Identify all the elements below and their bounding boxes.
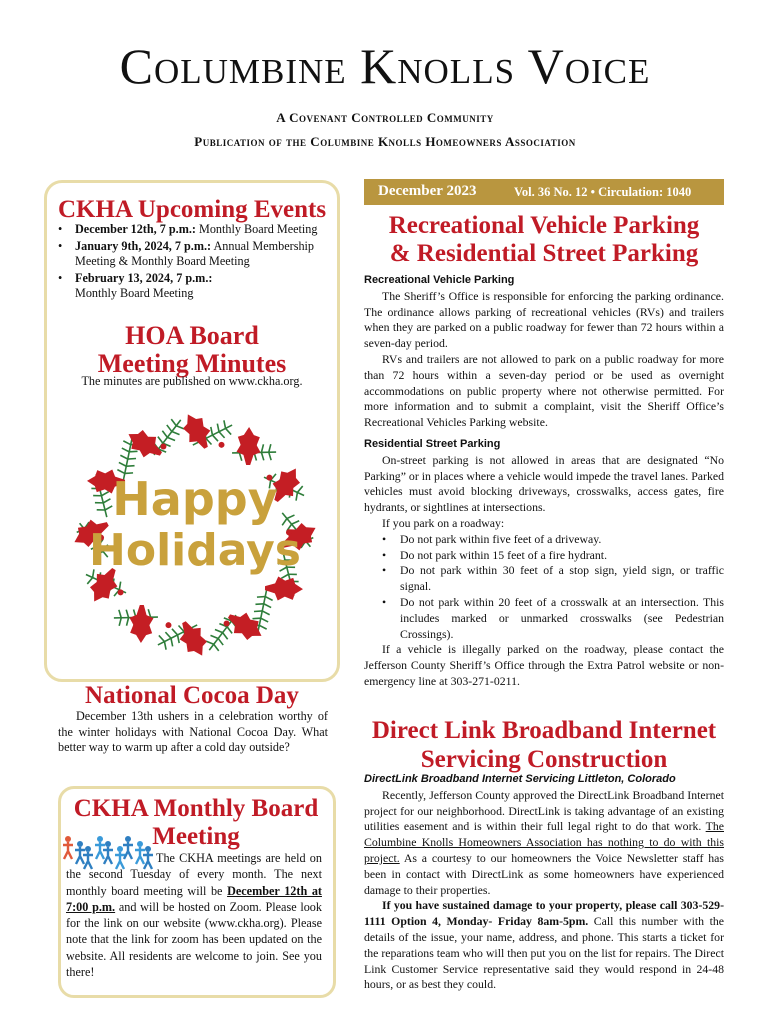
- rv-parking-heading: Recreational Vehicle Parking & Residential Street Parking: [388, 212, 700, 267]
- board-meeting-heading: CKHA Monthly Board Meeting: [73, 795, 319, 850]
- list-item: • Do not park within five feet of a driveway.: [400, 532, 724, 548]
- issue-date: December 2023: [378, 183, 477, 199]
- holly-berry: [160, 443, 166, 449]
- pine-needle: [217, 424, 219, 432]
- pine-needle: [269, 444, 271, 452]
- pine-needle: [120, 455, 127, 459]
- directlink-article: [364, 772, 724, 993]
- street-paragraph: If you park on a roadway:: [382, 515, 505, 530]
- person-head: [65, 836, 71, 842]
- rv-parking-article: [364, 273, 724, 690]
- pine-needle: [101, 492, 108, 496]
- holly-berry: [118, 589, 124, 595]
- pine-needle: [127, 618, 129, 626]
- pine-needle: [215, 630, 223, 633]
- pine-needle: [212, 435, 218, 441]
- directlink-subheading: DirectLink Broadband Internet Servicing Littleton, Colorado: [364, 773, 676, 785]
- pine-needle: [123, 441, 130, 445]
- pine-needle: [269, 452, 271, 460]
- pine-needle: [292, 521, 300, 524]
- person-head: [77, 841, 83, 847]
- pine-needle: [224, 420, 226, 428]
- holly-berry: [224, 621, 230, 627]
- pine-needle: [254, 611, 262, 612]
- event-item: • February 13, 2024, 7 p.m.: Monthly Board Meeting: [56, 271, 336, 302]
- wreath-text-happy: Happy: [112, 472, 278, 526]
- pine-needle: [226, 428, 232, 434]
- pine-needle: [261, 618, 268, 622]
- pine-needle: [227, 627, 232, 634]
- holly-berry: [219, 442, 225, 448]
- holly-berry: [270, 585, 276, 591]
- holly-leaf: [129, 605, 154, 644]
- pine-needle: [159, 635, 165, 641]
- pine-needle: [210, 635, 218, 638]
- holly-leaf: [177, 409, 216, 454]
- pine-needle: [126, 466, 134, 467]
- pine-needle: [264, 604, 271, 608]
- pine-needle: [165, 632, 171, 638]
- pine-needle: [167, 437, 175, 440]
- newsletter-publisher: Publication of the Columbine Knolls Homeowners Association: [194, 134, 576, 149]
- pine-needle: [172, 629, 178, 635]
- pine-needle: [257, 597, 265, 598]
- pine-needle: [171, 638, 173, 646]
- pine-needle: [164, 642, 166, 650]
- event-item: • December 12th, 7 p.m.: Monthly Board Meeting: [56, 222, 336, 238]
- pine-needle: [158, 437, 163, 444]
- person-head: [97, 836, 103, 842]
- pine-needle: [119, 618, 121, 626]
- events-heading: CKHA Upcoming Events: [58, 196, 327, 223]
- person-head: [125, 836, 131, 842]
- pine-needle: [297, 486, 302, 492]
- directlink-paragraph: If you have sustained damage to your property, please call 303-529-1111 Option 4, Monday- Friday 8am-5pm. Call this number with the details of the issue, your name, address, and phone. This starts a ticket for the reparations team who will then put you on the list for repairs. The Direct Link Customer Service representative said they would respond in 24-48 hours, or as best they could.: [364, 898, 724, 992]
- pine-needle: [103, 499, 110, 503]
- pine-needle: [172, 432, 180, 435]
- pine-needle: [206, 641, 214, 644]
- pine-needle: [128, 459, 136, 460]
- pine-needle: [239, 453, 241, 461]
- pine-needle: [219, 432, 225, 438]
- pine-needle: [129, 451, 137, 452]
- newsletter-title: Columbine Knolls Voice: [119, 38, 651, 94]
- pine-needle: [119, 610, 121, 618]
- pine-needle: [105, 506, 112, 510]
- rv-paragraph: RVs and trailers are not allowed to park on a public roadway for more than 72 hours within a seven-day period or be used as overnight accommodations on public property where not otherwise permitted. For more information and to submit a complaint, visit the Sheriff Office’s Recreational Vehicles Parking website.: [364, 351, 724, 430]
- pine-needle: [259, 625, 266, 629]
- pine-needle: [171, 419, 176, 426]
- pine-needle: [223, 633, 228, 640]
- pine-needle: [148, 609, 150, 617]
- pine-needle: [252, 618, 260, 619]
- pine-needle: [261, 452, 263, 460]
- pine-needle: [167, 425, 172, 432]
- holly-leaf: [236, 427, 261, 466]
- directlink-heading: Direct Link Broadband Internet Servicing Construction: [371, 717, 717, 773]
- pine-needle: [261, 444, 263, 452]
- cocoa-day-text: December 13th ushers in a celebration worthy of the winter holidays with National Cocoa Day. What better way to warm up after a cold day outside?: [58, 709, 328, 754]
- event-item: • January 9th, 2024, 7 p.m.: Annual Membership Meeting & Monthly Board Meeting: [56, 239, 336, 270]
- hoa-minutes-heading: HOA Board Meeting Minutes: [97, 321, 287, 378]
- pine-needle: [255, 604, 263, 605]
- person-head: [137, 841, 143, 847]
- pine-needle: [178, 635, 180, 643]
- pine-needle: [87, 578, 92, 584]
- pine-needle: [176, 426, 184, 429]
- pine-needle: [122, 448, 129, 452]
- directlink-paragraph: Recently, Jefferson County approved the DirectLink Broadband Internet project for our neighborhood. DirectLink is taking advantage of an existing utilities easement and is within their full legal right to do that work. The Columbine Knolls Homeowners Association has nothing to do with this project. As a courtesy to our homeowners the Voice Newsletter staff has been in contact with DirectLink as some homeowners have experienced damage to their properties.: [364, 787, 724, 897]
- pine-needle: [218, 638, 223, 645]
- pine-needle: [296, 492, 297, 500]
- list-item: • Do not park within 15 feet of a fire hydrant.: [400, 548, 724, 564]
- issue-bar: [364, 179, 724, 205]
- events-list: [56, 222, 336, 303]
- pine-needle: [262, 611, 269, 615]
- holly-leaf: [173, 616, 212, 661]
- newsletter-tagline: A Covenant Controlled Community: [276, 110, 494, 125]
- parking-rules-list: [364, 532, 724, 643]
- person-head: [105, 841, 111, 847]
- pine-needle: [265, 597, 272, 601]
- hoa-minutes-text: The minutes are published on www.ckha.org.: [81, 374, 303, 388]
- pine-needle: [287, 515, 295, 518]
- pine-needle: [211, 427, 213, 435]
- pine-needle: [162, 431, 167, 438]
- rv-subheading: Recreational Vehicle Parking: [364, 274, 515, 286]
- street-paragraph: On-street parking is not allowed in areas that are designated “No Parking” or in places where a vehicle would impede the travel lanes. Parked vehicles must avoid blocking driveways, crosswalks, access gates, fire hydrants, or sightlines at intersections.: [364, 452, 724, 515]
- street-paragraph: If a vehicle is illegally parked on the roadway, please contact the Jefferson County Sheriff’s Office through the Extra Patrol website or non-emergency line at 303-271-0211.: [364, 642, 724, 688]
- list-item: • Do not park within 30 feet of a stop sign, yield sign, or traffic signal.: [400, 563, 724, 595]
- pine-needle: [126, 610, 128, 618]
- pine-needle: [119, 462, 126, 466]
- list-item: • Do not park within 20 feet of a crosswalk at an intersection. This includes marked or unmarked crosswalks (see Pedestrian Crossings).: [400, 595, 724, 642]
- wreath-text-holidays: Holidays: [89, 525, 301, 576]
- cocoa-day-heading: National Cocoa Day: [85, 682, 299, 709]
- pine-needle: [214, 644, 219, 651]
- pine-needle: [119, 582, 120, 590]
- happy-holidays-wreath-image: [60, 395, 330, 670]
- masthead: [0, 38, 770, 150]
- holly-berry: [165, 622, 171, 628]
- rv-paragraph: The Sheriff’s Office is responsible for enforcing the parking ordinance. The ordinance allows parking of recreational vehicles (RVs) and trailers when they are parked on a public roadway for fewer than 72 hours within a seven-day period.: [364, 288, 724, 351]
- issue-info: Vol. 36 No. 12 • Circulation: 1040: [514, 185, 692, 199]
- board-meeting-text: The CKHA meetings are held on the second Tuesday of every month. The next monthly board meeting will be December 12th at 7:00 p.m. and will be hosted on Zoom. Please look for the link on our website (www.ckha.org). Please note that the link for zoom has been updated on the website. All residents are welcome to join. See you there!: [66, 851, 322, 980]
- street-parking-subheading: Residential Street Parking: [364, 437, 501, 450]
